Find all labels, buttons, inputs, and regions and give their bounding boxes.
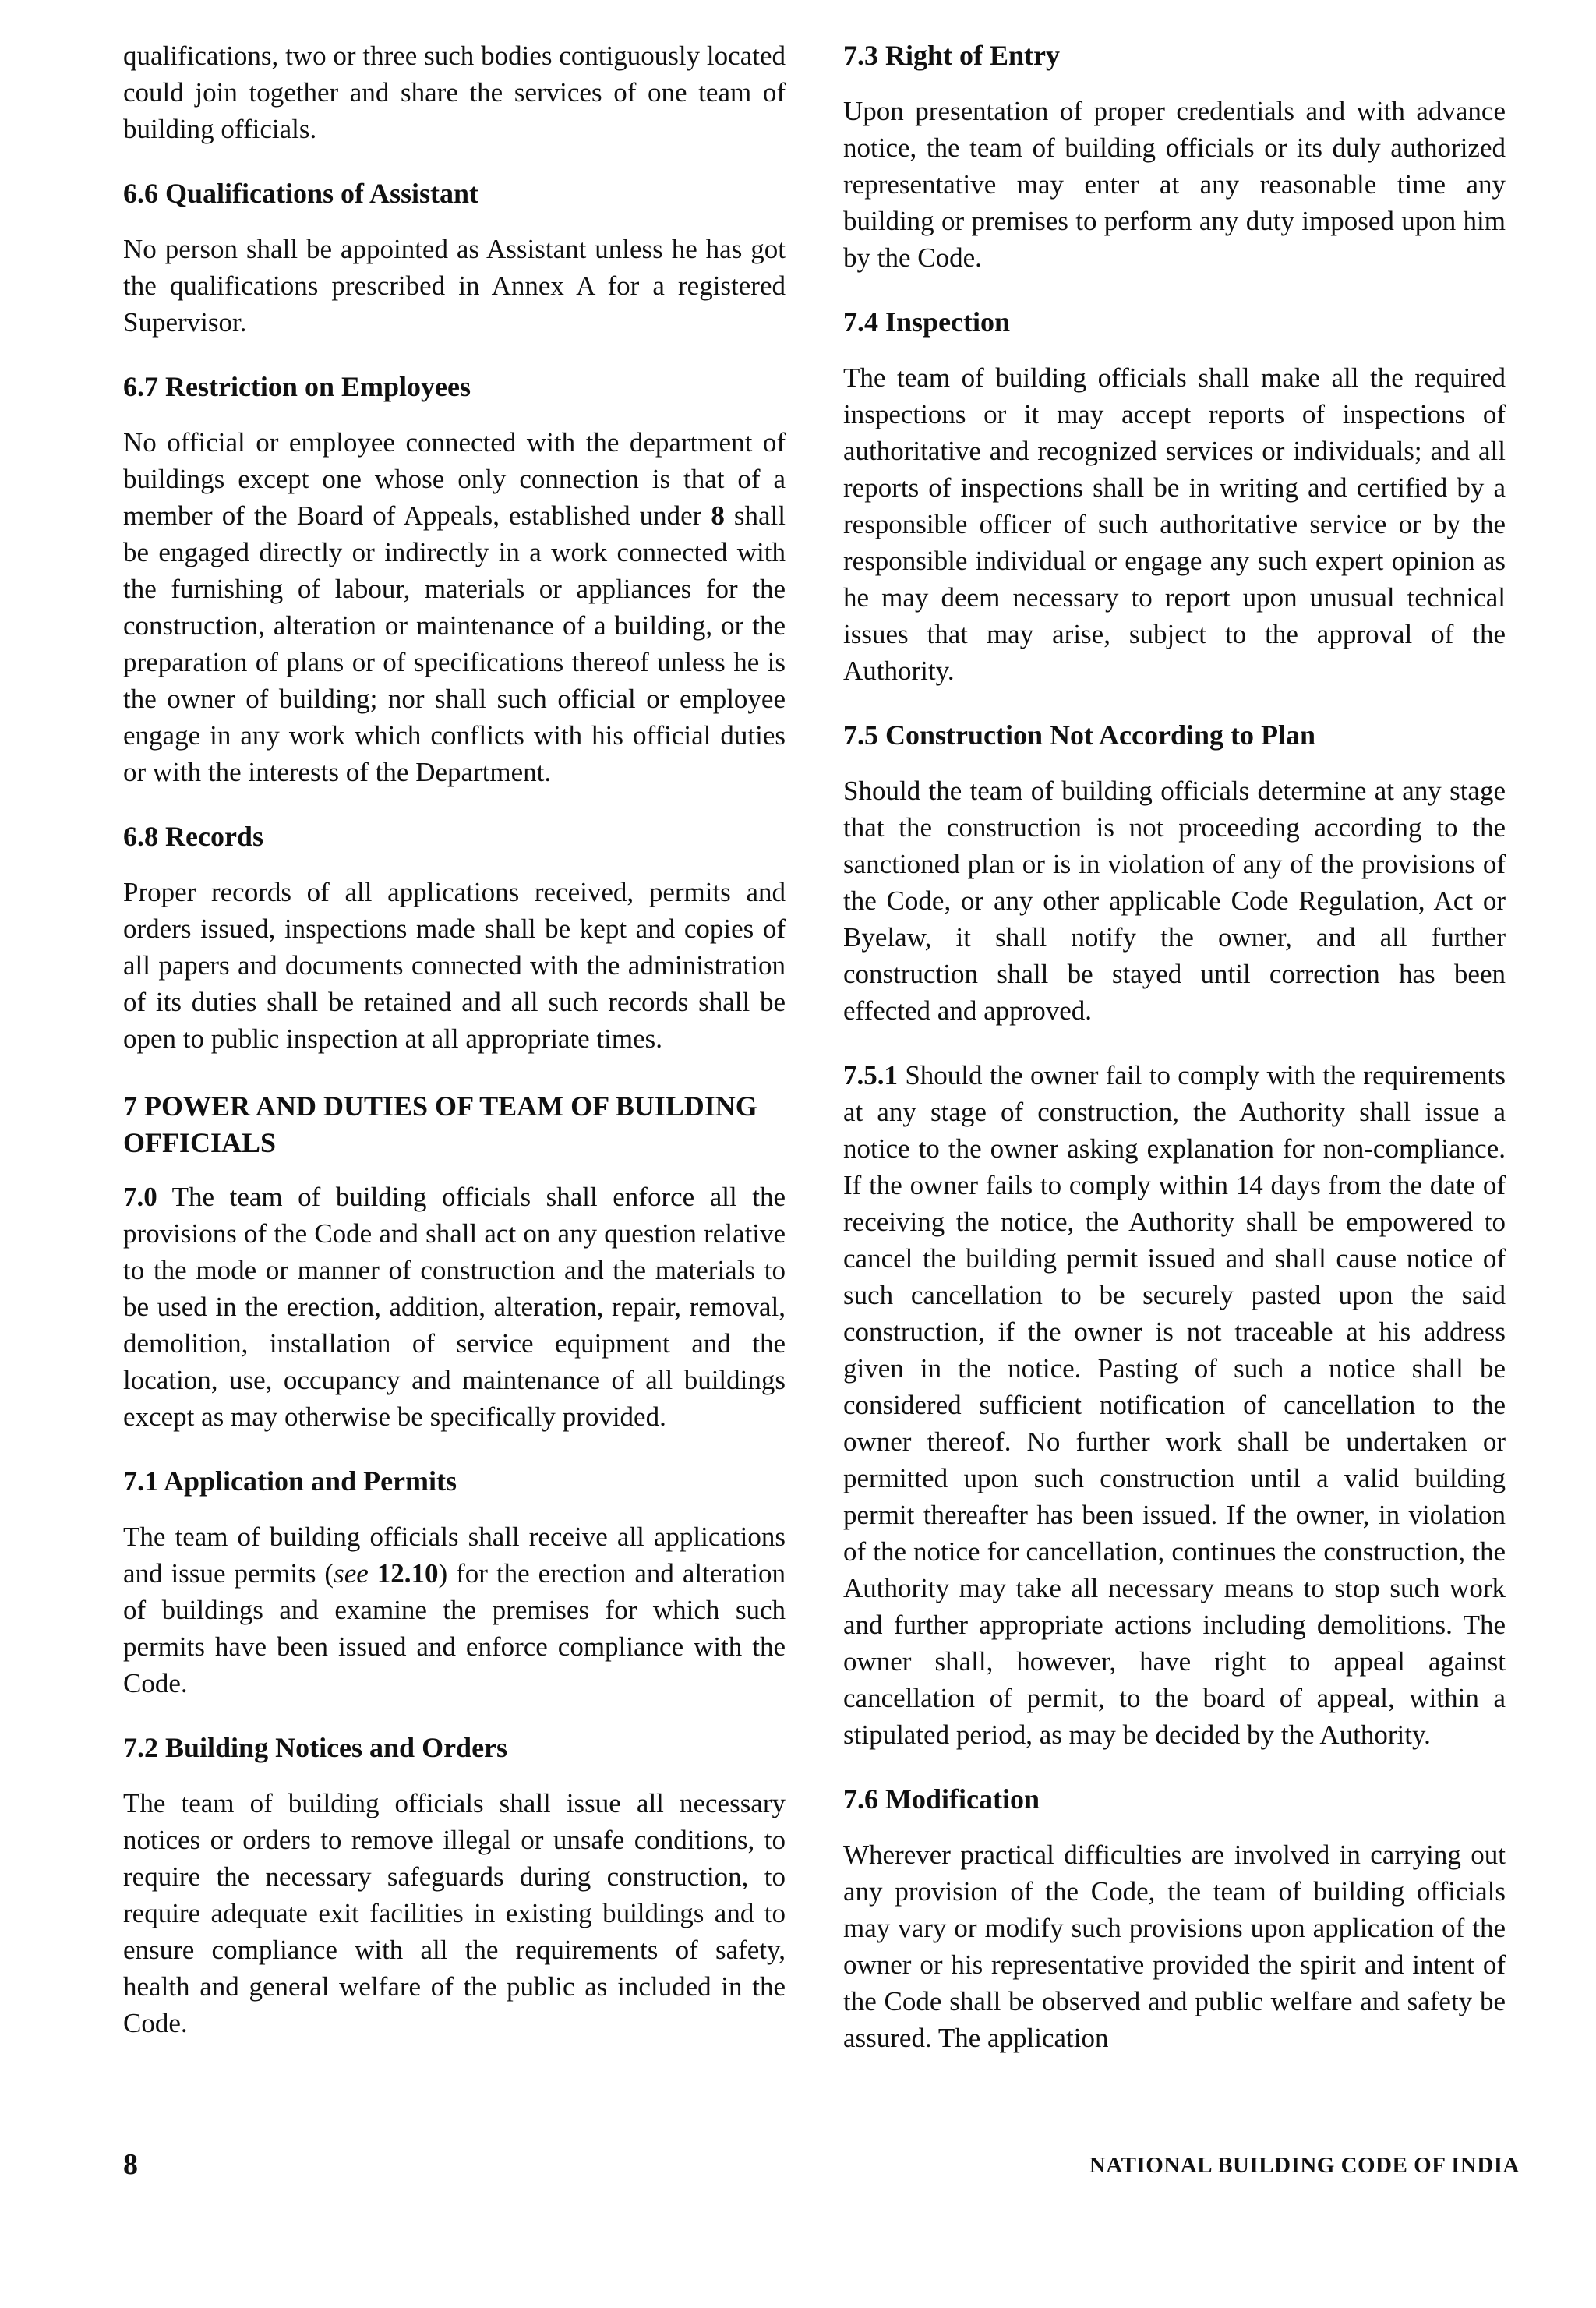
paragraph-7-5: Should the team of building officials determine at any stage that the construction is not proceeding according to the sanctioned plan or is in violation of any of the provisions of the Code, or any other applicable Code Regulation, Act or Byelaw, it shall notify the owner, and all further construction shall be stayed until correction has been effected and approved. (843, 776, 1506, 1026)
paragraph-7-3: Upon presentation of proper credentials and with advance notice, the team of building officials or its duly authorized representative may enter at any reasonable time any building or premises to perform any duty imposed upon him by the Code. (843, 96, 1506, 273)
heading-section-7: 7 POWER AND DUTIES OF TEAM OF BUILDING OFFICIALS (123, 1090, 757, 1158)
heading-7-2: 7.2 Building Notices and Orders (123, 1732, 508, 1763)
right-column (843, 37, 1506, 2084)
paragraph-7-6: Wherever practical difficulties are involved in carrying out any provision of the Code, the team of building officials may vary or modify such provisions upon application of the owner or his representative provided the spirit and intent of the Code shall be observed and public welfare and safety be assured. The application (843, 1840, 1506, 2053)
heading-6-6: 6.6 Qualifications of Assistant (123, 178, 479, 209)
paragraph-7-1-text-a: The team of building officials shall receive all applications and issue permits ( (123, 1522, 786, 1589)
paragraph-7-1 (123, 1518, 786, 1702)
heading-7-1: 7.1 Application and Permits (123, 1465, 457, 1497)
paragraph-6-7 (123, 424, 786, 790)
page-number: 8 (123, 2148, 138, 2181)
clause-number: 7.5.1 (843, 1060, 898, 1090)
paragraph-7-5-1 (843, 1057, 1506, 1753)
paragraph-intro: qualifications, two or three such bodies contiguously located could join together and share the services of one team of building officials. (123, 41, 786, 144)
paragraph-7-0-text: The team of building officials shall enforce all the provisions of the Code and shall act on any question relative to the mode or manner of construction and the materials to be used in the erection, addition, alteration, repair, removal, demolition, installation of service equipment and the location, use, occupancy and maintenance of all buildings except as may otherwise be specifically provided. (123, 1182, 786, 1432)
paragraph-6-8: Proper records of all applications received, permits and orders issued, inspections made shall be kept and copies of all papers and documents connected with the administration of its duties shall be retained and all such records shall be open to public inspection at all appropriate times. (123, 877, 786, 1054)
heading-6-7: 6.7 Restriction on Employees (123, 371, 471, 402)
running-footer-title: NATIONAL BUILDING CODE OF INDIA (1089, 2153, 1520, 2178)
heading-7-3: 7.3 Right of Entry (843, 40, 1060, 71)
clause-reference: 8 (711, 500, 725, 531)
paragraph-6-7-text-b: shall be engaged directly or indirectly in a work connected with the furnishing of labour, materials or appliances for the construction, alteration or maintenance of a building, or the preparation of plans or of specifications thereof unless he is the owner of building; nor shall such official or employee engage in any work which conflicts with his official duties or with the interests of the Department. (123, 500, 786, 787)
paragraph-6-7-text-a: No official or employee connected with the department of buildings except one whose only connection is that of a member of the Board of Appeals, established under (123, 427, 786, 531)
paragraph-7-5-1-text: Should the owner fail to comply with the requirements at any stage of construction, the Authority shall issue a notice to the owner asking explanation for non-compliance. If the owner fails to comply within 14 days from the date of receiving the notice, the Authority shall be empowered to cancel the building permit issued and shall cause notice of such cancellation to be securely pasted upon the said construction, if the owner is not traceable at his address given in the notice. Pasting of such a notice shall be considered sufficient notification of cancellation to the owner thereof. No further work shall be undertaken or permitted upon such construction until a valid building permit thereafter has been issued. If the owner, in violation of the notice for cancellation, continues the construction, the Authority may take all necessary means to stop such work and further appropriate actions including demolitions. The owner shall, however, have right to appeal against cancellation of permit, to the board of appeal, within a stipulated period, as may be decided by the Authority. (843, 1060, 1506, 1750)
heading-7-5: 7.5 Construction Not According to Plan (843, 719, 1315, 751)
clause-reference: 12.10 (376, 1558, 439, 1589)
clause-number: 7.0 (123, 1182, 157, 1212)
heading-7-6: 7.6 Modification (843, 1783, 1040, 1815)
heading-7-4: 7.4 Inspection (843, 306, 1011, 338)
paragraph-7-0 (123, 1179, 786, 1435)
paragraph-6-6: No person shall be appointed as Assistant unless he has got the qualifications prescribed in Annex A for a registered Supervisor. (123, 234, 786, 338)
paragraph-7-2: The team of building officials shall issue all necessary notices or orders to remove illegal or unsafe conditions, to require the necessary safeguards during construction, to require adequate exit facilities in existing buildings and to ensure compliance with all the requirements of safety, health and general welfare of the public as included in the Code. (123, 1788, 786, 2038)
paragraph-7-4: The team of building officials shall make all the required inspections or it may accept reports of inspections of authoritative and recognized services or individuals; and all reports of inspections shall be in writing and certified by a responsible officer of such authoritative service or by the responsible individual or engage any such expert opinion as he may deem necessary to report upon unusual technical issues that may arise, subject to the approval of the Authority. (843, 362, 1506, 686)
paragraph-7-1-text-b: ) for the erection and alteration of buildings and examine the premises for which such permits have been issued and enforce compliance with the Code. (123, 1558, 786, 1698)
see-reference: see (334, 1558, 369, 1589)
left-column (123, 37, 786, 2069)
heading-6-8: 6.8 Records (123, 821, 263, 852)
